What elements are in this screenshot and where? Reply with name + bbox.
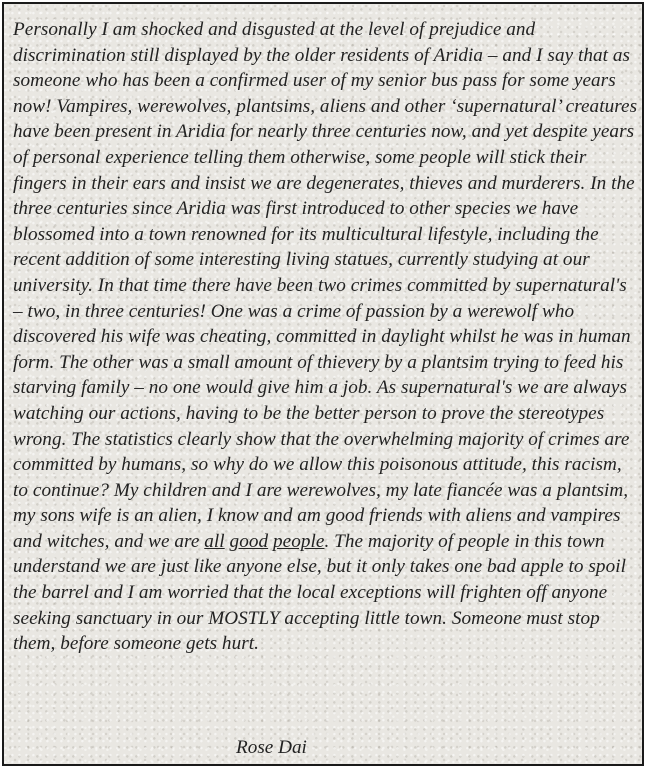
- letter-text-main: Personally I am shocked and disgusted at the level of prejudice and discrimination still displayed by the older residents of Aridia – and I say that as someone who has been a confirmed user of my senior bus pass for some years now! Vampires, werewolves, plantsims, aliens and other ‘supernatural’ creatures have been present in Aridia for nearly three centuries now, and yet despite years of personal experience telling them otherwise, some people will stick their fingers in their ears and insist we are degenerates, thieves and murderers. In the three centuries since Aridia was first introduced to other species we have blossomed into a town renowned for its multicultural lifestyle, including the recent addition of some interesting living statues, currently studying at our university. In that time there have been two crimes committed by supernatural's – two, in three centuries! One was a crime of passion by a werewolf who discovered his wife was cheating, committed in daylight whilst he was in human form. The other was a small amount of thievery by a plantsim trying to feed his starving family – no one would give him a job. As supernatural's we are always watching our actions, having to be the better person to prove the stereotypes wrong. The statistics clearly show that the overwhelming majority of crimes are committed by humans, so why do we allow this poisonous attitude, this racism, to continue? My children and I are werewolves, my late fiancée was a plantsim, my sons wife is an alien, I know and am good friends with aliens and vampires and witches, and we are: [13, 19, 638, 552]
- emphasis-people: people: [272, 530, 325, 552]
- letter-body: [13, 17, 641, 657]
- letter-signature: Rose Dai: [236, 737, 307, 758]
- letter-frame: [2, 2, 644, 766]
- letter-text-closing: . The majority of people in this town understand we are just like anyone else, but it only takes one bad apple to spoil the barrel and I am worried that the local exceptions will frighten off anyone seeking sanctuary in our MOSTLY accepting little town. Someone must stop them, before someone gets hurt.: [13, 530, 626, 655]
- emphasis-all: all: [204, 530, 225, 552]
- emphasis-good: good: [229, 530, 269, 552]
